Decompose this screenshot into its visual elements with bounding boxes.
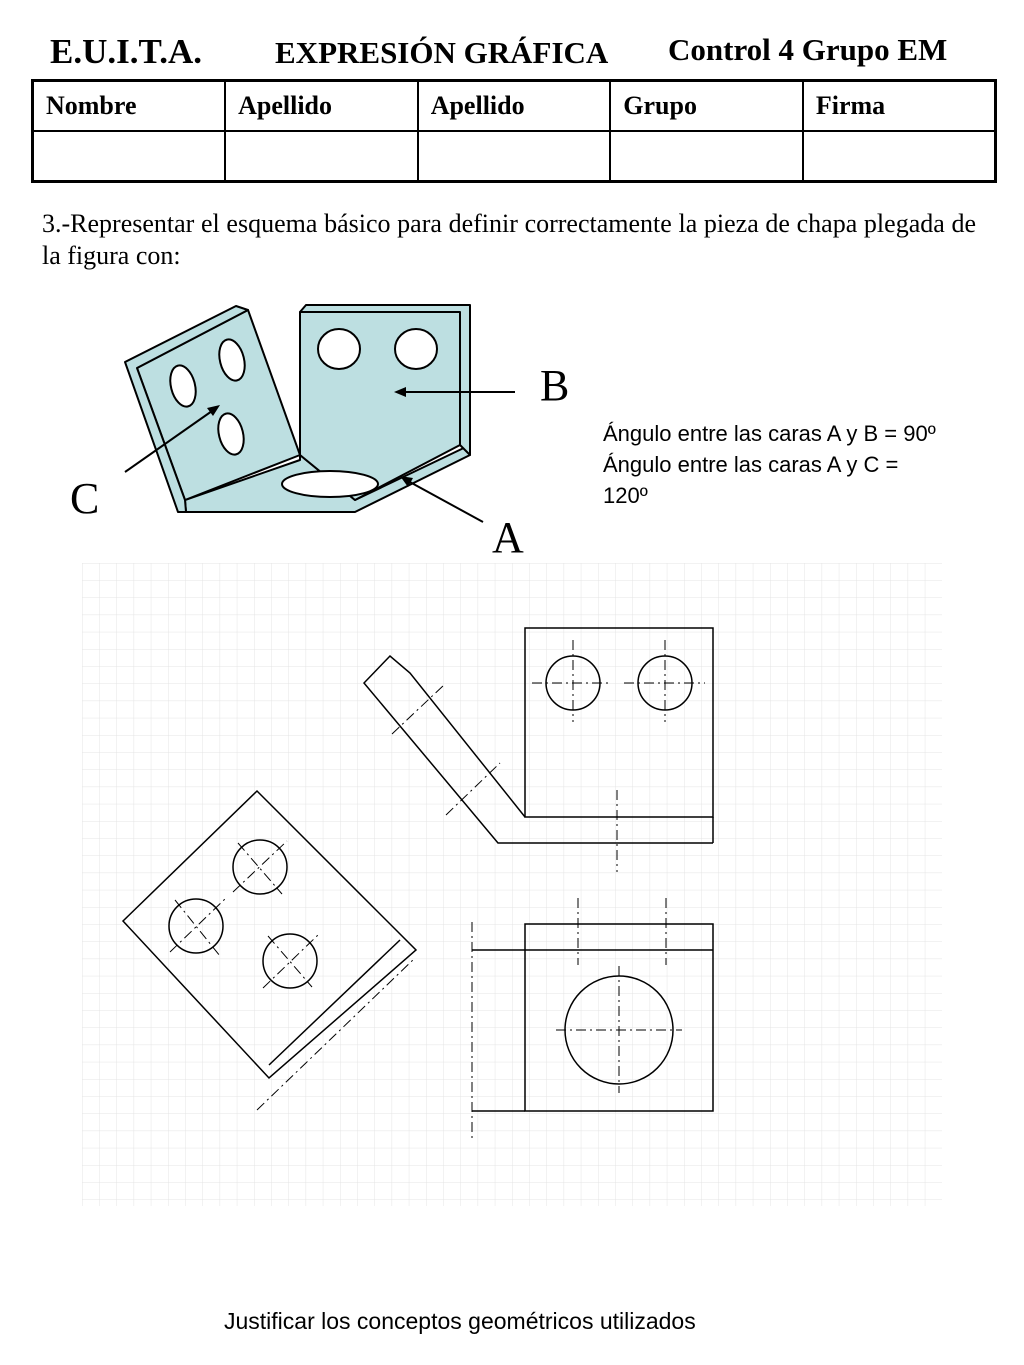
label-face-a: A [492, 513, 524, 562]
column-header-apellido-2: Apellido [418, 81, 611, 132]
grid-paper [82, 563, 942, 1206]
label-face-b: B [540, 361, 570, 410]
label-face-c: C [70, 474, 100, 523]
angle-spec-ac: Ángulo entre las caras A y C = [603, 452, 899, 477]
control-title: Control 4 Grupo EM [668, 32, 948, 67]
footer-instruction: Justificar los conceptos geométricos utilizados [224, 1308, 696, 1334]
face-a-hole [282, 471, 378, 497]
question-text: 3.-Representar el esquema básico para definir correctamente la pieza de chapa plegada de la figura con: [42, 209, 976, 270]
angle-spec-ab: Ángulo entre las caras A y B = 90º [603, 421, 936, 446]
column-header-nombre: Nombre [33, 81, 226, 132]
column-header-apellido-1: Apellido [225, 81, 418, 132]
column-header-grupo: Grupo [610, 81, 803, 132]
column-header-firma: Firma [803, 81, 996, 132]
angle-spec-ac-value: 120º [603, 483, 648, 508]
leader-line-a [408, 481, 483, 522]
face-b-hole-1 [318, 329, 360, 369]
face-b-hole-2 [395, 329, 437, 369]
sheet-metal-part-figure [125, 305, 515, 522]
school-title: E.U.I.T.A. [50, 32, 203, 71]
subject-title: EXPRESIÓN GRÁFICA [275, 35, 609, 70]
